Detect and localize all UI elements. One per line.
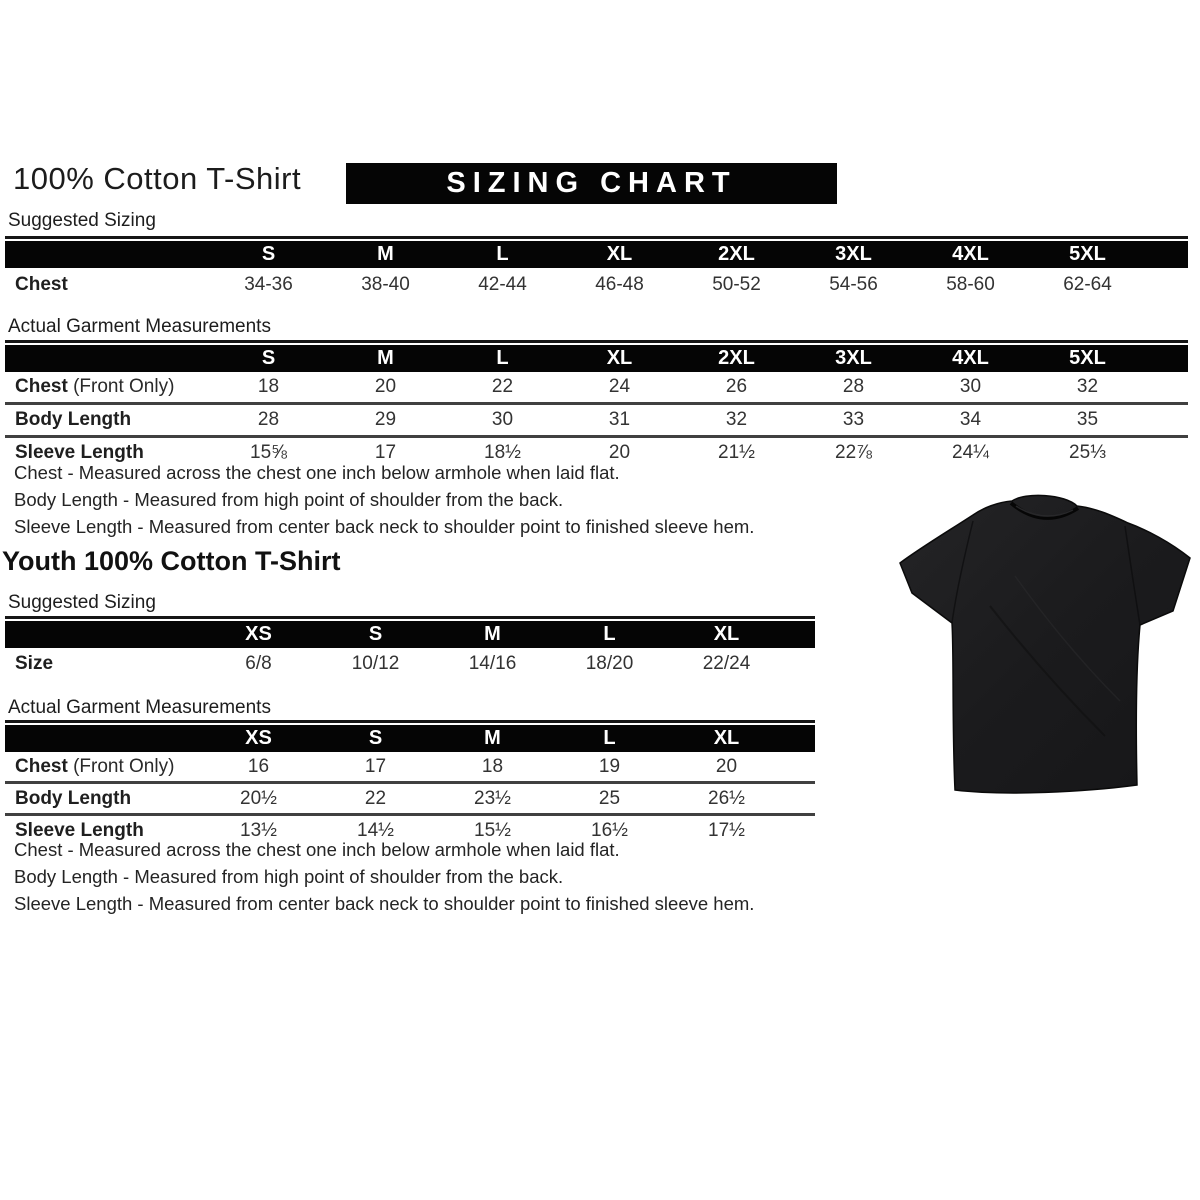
size-value: 20 xyxy=(715,755,738,777)
youth-actual-table xyxy=(5,720,815,845)
size-col-header: XL xyxy=(713,623,740,645)
size-col-header: M xyxy=(377,347,394,369)
page-title: 100% Cotton T-Shirt xyxy=(13,161,302,196)
adult-suggested-table xyxy=(5,236,1188,301)
size-value: 22 xyxy=(364,787,387,809)
table-row xyxy=(5,268,1188,301)
size-col-header: XL xyxy=(606,347,633,369)
youth-suggested-header-row xyxy=(5,621,815,648)
size-value: 14½ xyxy=(357,819,394,841)
size-col-header: M xyxy=(484,727,501,749)
size-value: 24¼ xyxy=(952,442,989,463)
size-value: 26½ xyxy=(708,787,745,809)
size-col-header: L xyxy=(603,727,616,749)
youth-suggested-table xyxy=(5,616,815,680)
size-col-header: 2XL xyxy=(718,347,755,369)
adult-actual-heading: Actual Garment Measurements xyxy=(8,316,271,337)
tshirt-graphic xyxy=(895,486,1197,802)
adult-actual-header-row xyxy=(5,345,1188,372)
adult-suggested-header-row xyxy=(5,241,1188,268)
size-col-header: S xyxy=(368,727,383,749)
size-value: 54-56 xyxy=(829,273,878,295)
youth-actual-header-row xyxy=(5,725,815,752)
size-value: 30 xyxy=(959,376,982,397)
size-value: 30 xyxy=(491,409,514,430)
size-value: 6/8 xyxy=(245,653,272,674)
size-col-header: 3XL xyxy=(835,243,872,265)
size-value: 23½ xyxy=(474,787,511,809)
size-col-header: XS xyxy=(245,727,272,749)
size-value: 22⅞ xyxy=(835,442,872,463)
adult-actual-table xyxy=(5,340,1188,468)
size-col-header: S xyxy=(368,623,383,645)
size-value: 22 xyxy=(491,376,514,397)
size-value: 32 xyxy=(725,409,748,430)
size-col-header: 4XL xyxy=(952,347,989,369)
row-label: Size xyxy=(15,653,54,674)
size-value: 25⅓ xyxy=(1069,442,1106,463)
size-value: 22/24 xyxy=(702,653,751,674)
table-top-rule xyxy=(5,616,815,619)
size-col-header: 5XL xyxy=(1069,243,1106,265)
table-top-rule xyxy=(5,720,815,723)
row-label: Sleeve Length xyxy=(15,442,144,463)
row-label: Chest xyxy=(15,273,68,295)
sizing-chart-banner-text: SIZING CHART xyxy=(446,167,737,199)
youth-title: Youth 100% Cotton T-Shirt xyxy=(2,546,341,576)
table-row: Chest (Front Only) 18 20 22 24 26 28 30 32 xyxy=(5,372,1188,402)
table-row xyxy=(5,781,815,813)
table-row xyxy=(5,402,1188,435)
size-value: 18 xyxy=(481,755,504,777)
note-line: Chest - Measured across the chest one inch below armhole when laid flat. xyxy=(14,462,620,483)
size-col-header: M xyxy=(377,243,394,265)
table-row xyxy=(5,648,815,680)
size-value: 62-64 xyxy=(1063,273,1112,295)
size-value: 21½ xyxy=(718,442,755,463)
size-value: 34 xyxy=(959,409,982,430)
size-value: 58-60 xyxy=(946,273,995,295)
size-value: 10/12 xyxy=(351,653,400,674)
size-value: 20 xyxy=(374,376,397,397)
size-col-header: L xyxy=(496,243,509,265)
note-line: Body Length - Measured from high point of shoulder from the back. xyxy=(14,866,564,887)
size-value: 46-48 xyxy=(595,273,644,295)
size-value: 28 xyxy=(257,409,280,430)
size-value: 17½ xyxy=(708,819,745,841)
size-col-header: 3XL xyxy=(835,347,872,369)
size-col-header: M xyxy=(484,623,501,645)
size-value: 15½ xyxy=(474,819,511,841)
table-top-rule xyxy=(5,236,1188,239)
size-value: 13½ xyxy=(240,819,277,841)
size-value: 17 xyxy=(364,755,387,777)
size-value: 31 xyxy=(608,409,631,430)
size-col-header: 5XL xyxy=(1069,347,1106,369)
row-label: Body Length xyxy=(15,787,132,809)
row-label: Body Length xyxy=(15,409,132,430)
size-value: 42-44 xyxy=(478,273,527,295)
size-value: 14/16 xyxy=(468,653,517,674)
size-col-header: XS xyxy=(245,623,272,645)
size-value: 28 xyxy=(842,376,865,397)
row-label: Chest xyxy=(15,376,68,397)
adult-suggested-heading: Suggested Sizing xyxy=(8,210,156,231)
note-line: Sleeve Length - Measured from center back neck to shoulder point to finished sleeve hem. xyxy=(14,516,755,537)
note-line: Body Length - Measured from high point of shoulder from the back. xyxy=(14,489,564,510)
youth-actual-heading: Actual Garment Measurements xyxy=(8,697,271,718)
size-col-header: 4XL xyxy=(952,243,989,265)
size-col-header: L xyxy=(496,347,509,369)
note-line: Sleeve Length - Measured from center back neck to shoulder point to finished sleeve hem. xyxy=(14,893,755,914)
youth-measurement-notes xyxy=(14,839,754,920)
size-value: 50-52 xyxy=(712,273,761,295)
note-line: Chest - Measured across the chest one inch below armhole when laid flat. xyxy=(14,839,620,860)
size-col-header: S xyxy=(261,347,276,369)
size-value: 16 xyxy=(247,755,270,777)
size-value: 20 xyxy=(608,442,631,463)
adult-measurement-notes xyxy=(14,462,754,543)
size-value: 25 xyxy=(598,787,621,809)
size-value: 18½ xyxy=(484,442,521,463)
tshirt-photo xyxy=(895,486,1197,802)
youth-suggested-heading: Suggested Sizing xyxy=(8,592,156,613)
size-col-header: S xyxy=(261,243,276,265)
size-value: 19 xyxy=(598,755,621,777)
size-value: 18/20 xyxy=(585,653,634,674)
size-value: 33 xyxy=(842,409,865,430)
row-label: Sleeve Length xyxy=(15,819,144,841)
size-value: 17 xyxy=(374,442,397,463)
size-value: 32 xyxy=(1076,376,1099,397)
size-value: 15⅝ xyxy=(250,442,287,463)
size-col-header: XL xyxy=(606,243,633,265)
table-row: Chest (Front Only) 16 17 18 19 20 xyxy=(5,752,815,781)
size-col-header: L xyxy=(603,623,616,645)
size-value: 38-40 xyxy=(361,273,410,295)
size-value: 34-36 xyxy=(244,273,293,295)
size-value: 16½ xyxy=(591,819,628,841)
sizing-chart-banner xyxy=(346,163,837,204)
size-value: 29 xyxy=(374,409,397,430)
size-col-header: XL xyxy=(713,727,740,749)
size-col-header: 2XL xyxy=(718,243,755,265)
size-value: 18 xyxy=(257,376,280,397)
size-value: 26 xyxy=(725,376,748,397)
row-label: Chest xyxy=(15,755,68,777)
table-top-rule xyxy=(5,340,1188,343)
tshirt-body xyxy=(900,495,1190,793)
size-value: 20½ xyxy=(240,787,277,809)
size-value: 35 xyxy=(1076,409,1099,430)
size-value: 24 xyxy=(608,376,631,397)
